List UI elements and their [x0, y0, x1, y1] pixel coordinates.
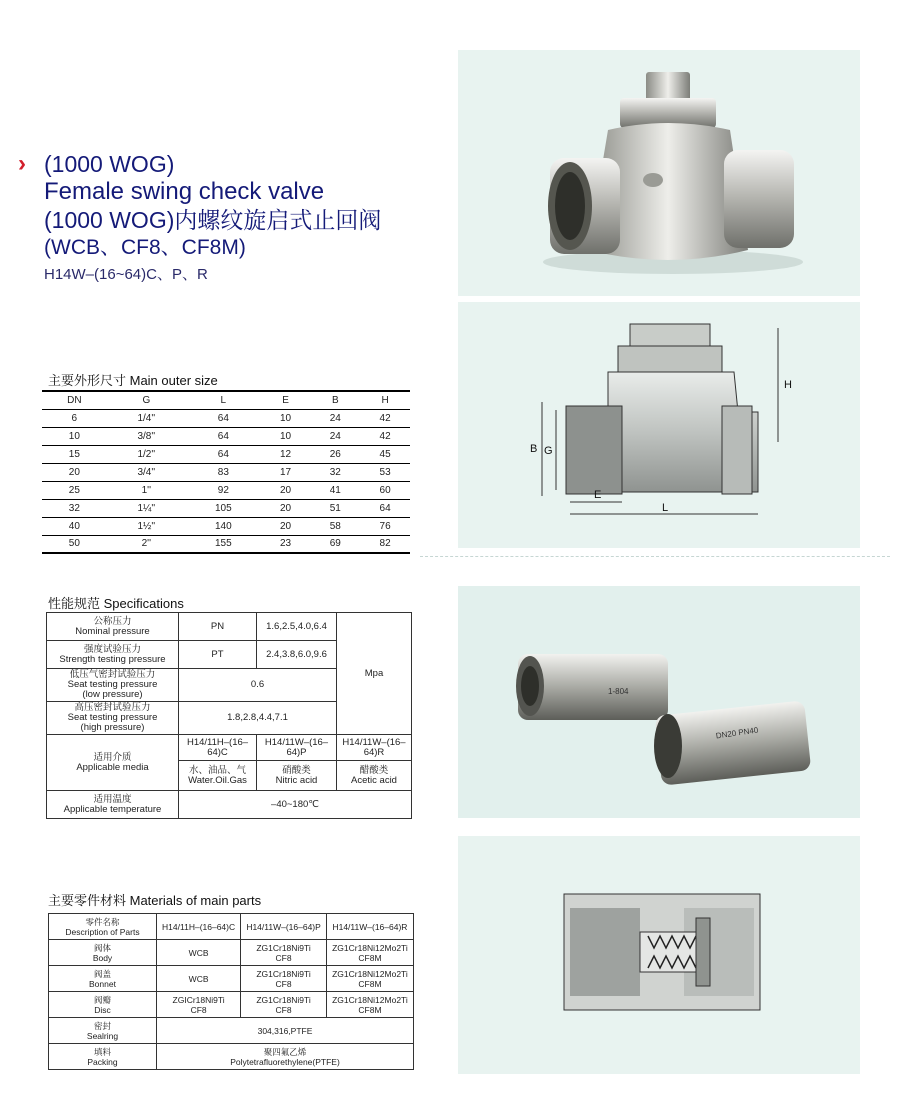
cell: 12	[261, 445, 311, 463]
model-r: H14/11W–(16–64)R	[337, 735, 412, 761]
cell	[157, 1044, 414, 1070]
model-p: H14/11W–(16–64)P	[241, 914, 327, 940]
media-en: Water.Oil.Gas	[188, 774, 247, 786]
cell: WCB	[157, 940, 241, 966]
cell: 20	[261, 517, 311, 535]
label-en: (low pressure)	[82, 689, 143, 700]
mat: CF8	[275, 1004, 292, 1015]
cell: 50	[42, 535, 107, 553]
cell: 64	[186, 427, 261, 445]
valve-marking: DN20 PN40	[715, 725, 759, 741]
cell: 105	[186, 499, 261, 517]
swing-valve-icon	[458, 50, 860, 296]
media-en: Acetic acid	[351, 774, 397, 786]
strength-label	[47, 641, 179, 669]
cell: 20	[42, 463, 107, 481]
packing-label	[49, 1044, 157, 1070]
label-en: Nominal pressure	[75, 625, 150, 637]
sealing-label	[49, 1018, 157, 1044]
mat: ZGICr18Ni9Ti	[172, 994, 225, 1005]
cell: 10	[261, 427, 311, 445]
cell	[326, 966, 413, 992]
swing-valve-photo	[458, 50, 860, 296]
cell: WCB	[157, 966, 241, 992]
media-zh: 水、油品、气	[188, 764, 246, 776]
cell: 92	[186, 481, 261, 499]
model-p: H14/11W–(16–64)P	[257, 735, 337, 761]
title-line-4: (WCB、CF8、CF8M)	[44, 236, 246, 259]
value: 0.6	[179, 669, 337, 702]
specifications-table	[46, 612, 412, 819]
cell: 1½''	[107, 517, 186, 535]
specifications-title: 性能规范 Specifications	[48, 596, 184, 611]
mat: 聚四氟乙烯	[263, 1046, 307, 1057]
mat: ZG1Cr18Ni9Ti	[256, 942, 311, 953]
cell: 24	[310, 409, 360, 427]
cell: 32	[42, 499, 107, 517]
valve-marking: 1-804	[608, 687, 629, 696]
model-c: H14/11H–(16–64)C	[157, 914, 241, 940]
header-label	[49, 914, 157, 940]
value: 1.6,2.5,4.0,6.4	[257, 613, 337, 641]
media-c	[179, 761, 257, 791]
table-row	[49, 966, 414, 992]
dim-g-label: G	[544, 445, 553, 457]
mat: CF8M	[358, 952, 382, 963]
cell: 10	[42, 427, 107, 445]
cell: 51	[310, 499, 360, 517]
media-label	[47, 735, 179, 791]
table-row	[42, 517, 410, 535]
cell: 15	[42, 445, 107, 463]
label-zh: 阀盖	[93, 968, 111, 979]
label-en: (high pressure)	[80, 722, 145, 733]
table-row	[47, 735, 412, 761]
mat: CF8	[190, 1004, 207, 1015]
seat-low-label	[47, 669, 179, 702]
cell: 2''	[107, 535, 186, 553]
label-en: Disc	[94, 1004, 111, 1015]
label-zh: 低压气密封试验压力	[69, 669, 156, 680]
cell: 41	[310, 481, 360, 499]
divider	[420, 556, 890, 557]
cell: 155	[186, 535, 261, 553]
table-row	[42, 445, 410, 463]
mat: ZG1Cr18Ni12Mo2Ti	[332, 942, 408, 953]
table-row	[49, 914, 414, 940]
col-b: B	[310, 391, 360, 409]
cell: 1/4''	[107, 409, 186, 427]
dim-b-label: B	[530, 443, 538, 455]
cell: 20	[261, 481, 311, 499]
temp-label	[47, 791, 179, 819]
media-r	[337, 761, 412, 791]
label-zh: 填料	[93, 1046, 111, 1057]
label-en: Bonnet	[89, 978, 116, 989]
cell: 58	[310, 517, 360, 535]
col-g: G	[107, 391, 186, 409]
title-line-3: (1000 WOG)内螺纹旋启式止回阀	[44, 207, 382, 233]
col-h: H	[360, 391, 410, 409]
cell: 76	[360, 517, 410, 535]
dim-h-label: H	[784, 379, 792, 391]
product-header	[18, 150, 438, 286]
materials-table	[48, 913, 414, 1070]
cell: 140	[186, 517, 261, 535]
label-en: Applicable temperature	[63, 803, 162, 815]
cell: 69	[310, 535, 360, 553]
label-zh: 公称压力	[93, 615, 132, 627]
spring-valve-section	[458, 836, 860, 1074]
cell: 25	[42, 481, 107, 499]
mat: CF8	[275, 952, 292, 963]
cell: 6	[42, 409, 107, 427]
label-en: Applicable media	[76, 761, 149, 773]
label-zh: 适用介质	[93, 751, 132, 763]
label-en: Packing	[87, 1056, 118, 1067]
table-row	[47, 791, 412, 819]
col-dn: DN	[42, 391, 107, 409]
table-row	[42, 535, 410, 553]
symbol: PN	[179, 613, 257, 641]
mat: ZG1Cr18Ni9Ti	[256, 994, 311, 1005]
label-en: Seat testing pressure	[67, 712, 158, 723]
label-zh: 密封	[93, 1020, 111, 1031]
label-zh: 强度试验压力	[83, 643, 141, 655]
table-row	[49, 1018, 414, 1044]
cell: 53	[360, 463, 410, 481]
table-row	[49, 1044, 414, 1070]
spring-valve-photo	[458, 586, 860, 818]
table-row	[49, 992, 414, 1018]
table-row	[42, 463, 410, 481]
cell: 1''	[107, 481, 186, 499]
model-r: H14/11W–(16–64)R	[326, 914, 413, 940]
col-e: E	[261, 391, 311, 409]
cell: 20	[261, 499, 311, 517]
label-zh: 阀体	[93, 942, 111, 953]
mat: CF8M	[358, 1004, 382, 1015]
mat: CF8	[275, 978, 292, 989]
cell	[241, 966, 327, 992]
spring-section-icon	[458, 836, 860, 1074]
cell	[241, 992, 327, 1018]
cell: 23	[261, 535, 311, 553]
mat: ZG1Cr18Ni9Ti	[256, 968, 311, 979]
cell: 64	[360, 499, 410, 517]
cell	[157, 992, 241, 1018]
cell: 1¼''	[107, 499, 186, 517]
unit: Mpa	[337, 613, 412, 735]
media-p	[257, 761, 337, 791]
table-row	[42, 427, 410, 445]
swing-valve-drawing	[458, 302, 860, 548]
nominal-label	[47, 613, 179, 641]
table-row	[49, 940, 414, 966]
media-zh: 醋酸类	[359, 764, 389, 776]
cell	[326, 940, 413, 966]
cell: 304,316,PTFE	[157, 1018, 414, 1044]
model-c: H14/11H–(16–64)C	[179, 735, 257, 761]
col-l: L	[186, 391, 261, 409]
dim-e-label: E	[594, 489, 602, 501]
media-zh: 硝酸类	[282, 764, 311, 776]
model-number: H14W–(16~64)C、P、R	[44, 266, 208, 283]
spring-valve-icon	[458, 586, 860, 818]
bonnet-label	[49, 966, 157, 992]
disc-label	[49, 992, 157, 1018]
mat: CF8M	[358, 978, 382, 989]
materials-title: 主要零件材料 Materials of main parts	[48, 893, 262, 908]
cell: 42	[360, 409, 410, 427]
body-label	[49, 940, 157, 966]
seat-high-label	[47, 702, 179, 735]
cell: 32	[310, 463, 360, 481]
cell: 10	[261, 409, 311, 427]
cell: 82	[360, 535, 410, 553]
mat: Polytetrafluorethylene(PTFE)	[230, 1056, 340, 1067]
title-line-1: (1000 WOG)	[44, 151, 175, 177]
cell: 24	[310, 427, 360, 445]
label-zh: 适用温度	[93, 793, 132, 805]
label-zh: 高压密封试验压力	[74, 702, 151, 713]
label-en: Strength testing pressure	[59, 653, 166, 665]
cell: 64	[186, 409, 261, 427]
cell: 40	[42, 517, 107, 535]
chevron-right-icon: ›	[18, 150, 26, 177]
cell: 64	[186, 445, 261, 463]
media-en: Nitric acid	[275, 774, 318, 786]
table-row	[47, 613, 412, 641]
section-drawing-icon	[458, 302, 860, 548]
table-row	[42, 499, 410, 517]
dimensions-title: 主要外形尺寸 Main outer size	[48, 373, 218, 388]
cell	[241, 940, 327, 966]
label-en: Description of Parts	[65, 926, 140, 937]
cell: 83	[186, 463, 261, 481]
cell: 3/4''	[107, 463, 186, 481]
symbol: PT	[179, 641, 257, 669]
cell	[326, 992, 413, 1018]
label-zh: 零件名称	[85, 916, 120, 927]
cell: 1/2''	[107, 445, 186, 463]
value: 1.8,2.8,4.4,7.1	[179, 702, 337, 735]
dim-l-label: L	[662, 502, 669, 514]
cell: 42	[360, 427, 410, 445]
cell: 3/8''	[107, 427, 186, 445]
value: –40~180℃	[179, 791, 412, 819]
label-zh: 阀瓣	[93, 994, 111, 1005]
mat: ZG1Cr18Ni12Mo2Ti	[332, 968, 408, 979]
table-row	[42, 409, 410, 427]
mat: ZG1Cr18Ni12Mo2Ti	[332, 994, 408, 1005]
cell: 60	[360, 481, 410, 499]
value: 2.4,3.8,6.0,9.6	[257, 641, 337, 669]
title-line-2: Female swing check valve	[44, 178, 325, 205]
label-en: Body	[92, 952, 113, 963]
label-en: Sealring	[86, 1030, 119, 1041]
cell: 17	[261, 463, 311, 481]
cell: 26	[310, 445, 360, 463]
cell: 45	[360, 445, 410, 463]
table-row	[42, 481, 410, 499]
dimensions-table	[42, 390, 410, 554]
label-en: Seat testing pressure	[67, 679, 158, 690]
